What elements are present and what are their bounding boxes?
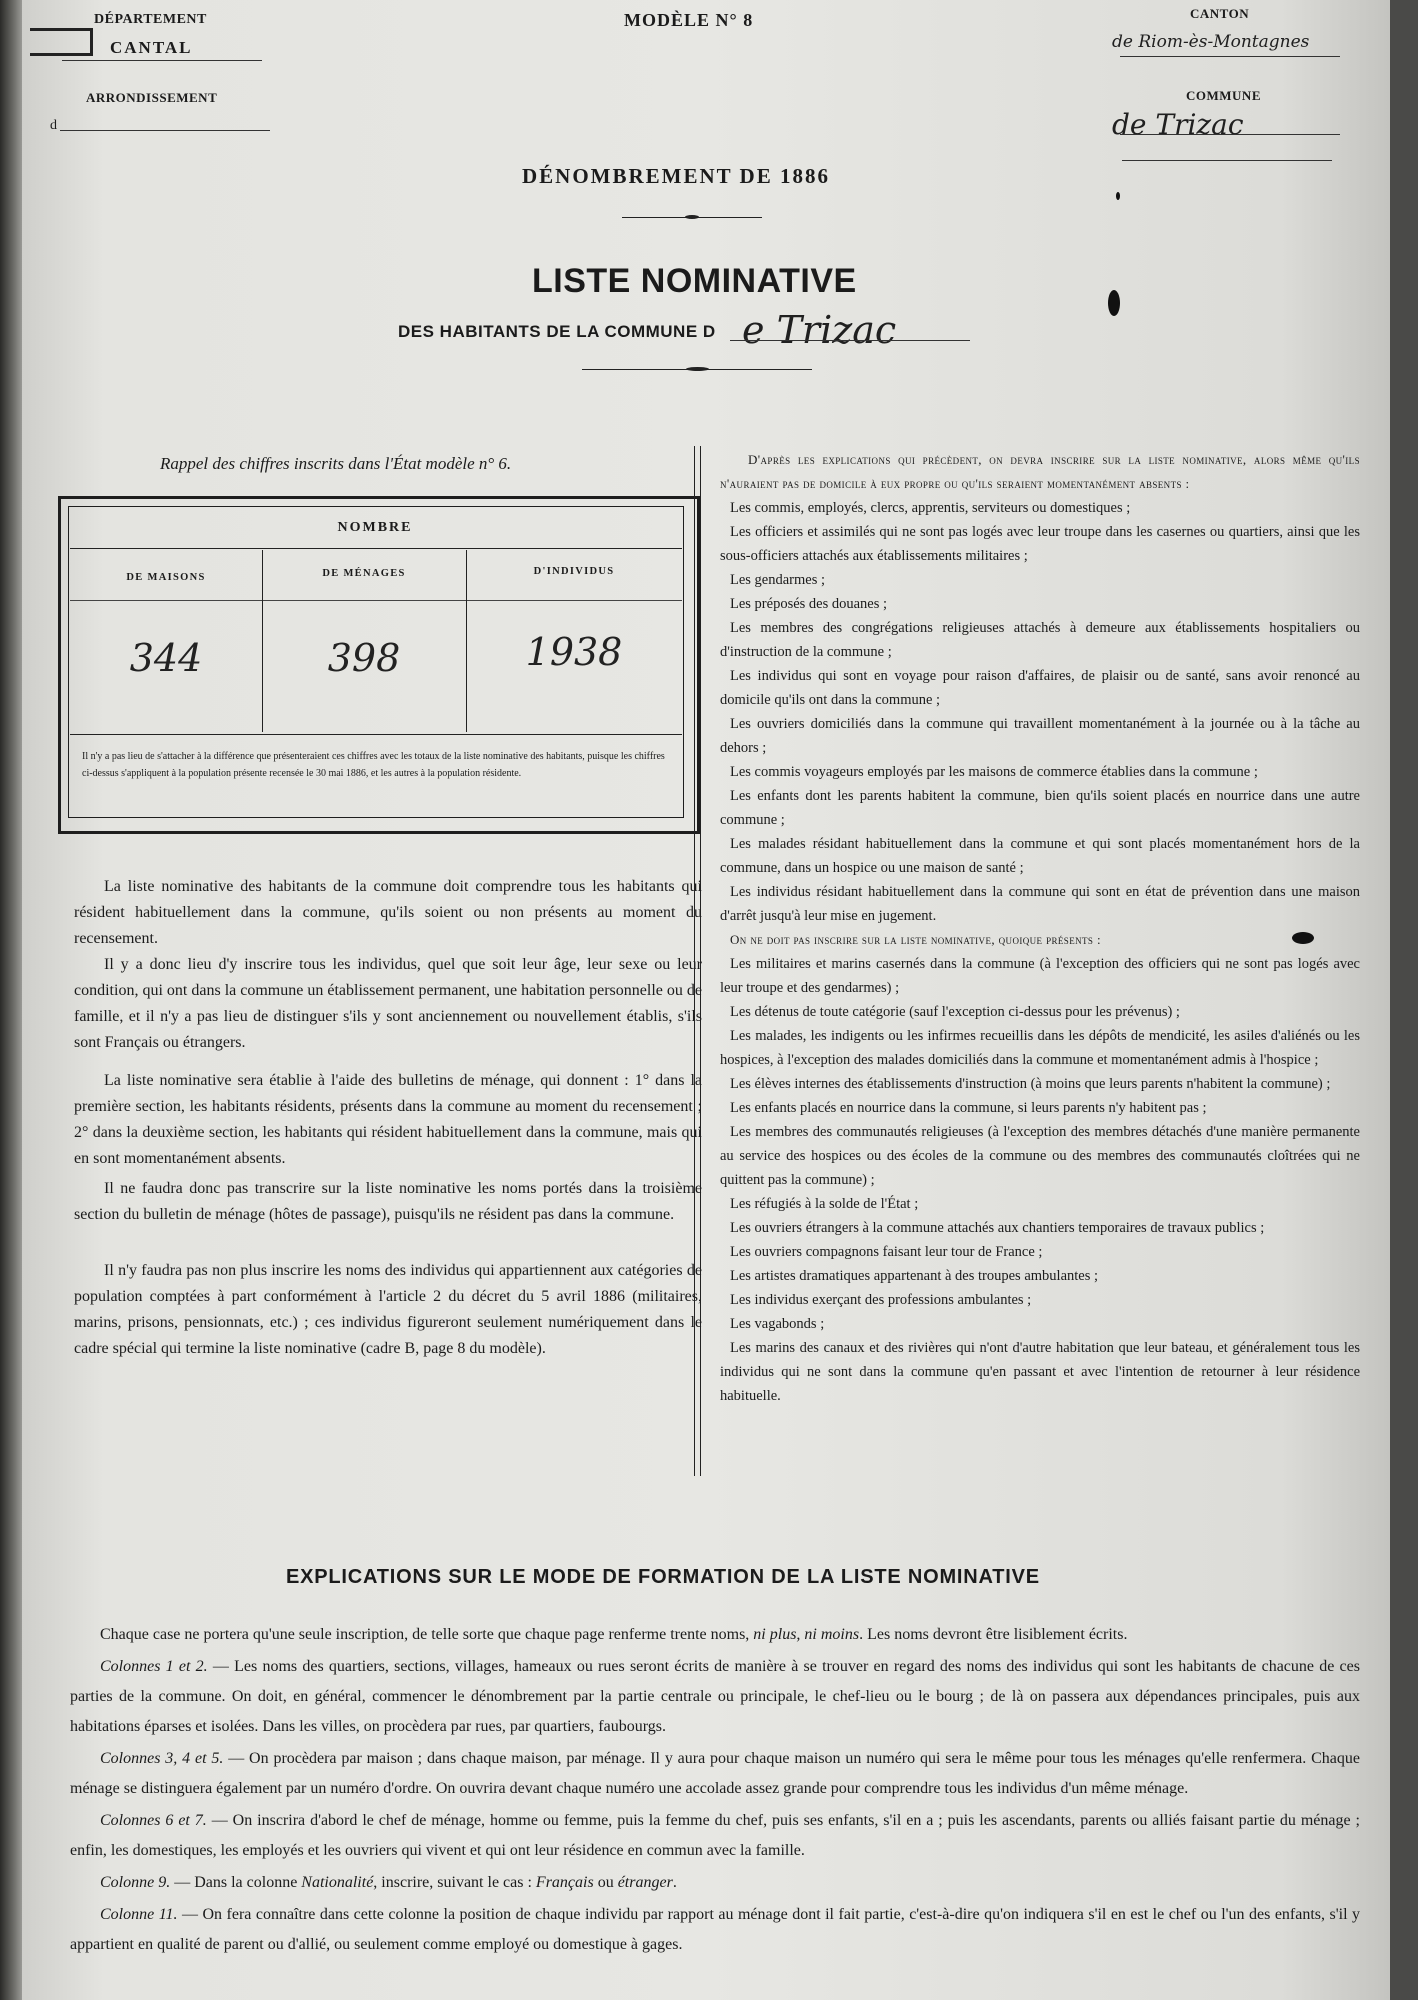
- include-item: Les individus qui sont en voyage pour raison d'affaires, de plaisir ou de santé, sans avoir renoncé au domicile qu'ils ont dans la commune ;: [720, 668, 1360, 708]
- column-divider: [694, 446, 695, 1476]
- exclude-item: Les réfugiés à la solde de l'État ;: [730, 1196, 919, 1212]
- denombrement-title: DÉNOMBREMENT DE 1886: [522, 164, 830, 188]
- departement-value: CANTAL: [110, 38, 193, 57]
- title-ornament: [622, 214, 762, 222]
- exclude-item: Les artistes dramatiques appartenant à des troupes ambulantes ;: [730, 1268, 1099, 1284]
- left-paragraph-4: Il ne faudra donc pas transcrire sur la liste nominative les noms portés dans la troisième section du bulletin de ménage (hôtes de passage), puisqu'ils ne résident pas dans la commune.: [74, 1180, 702, 1223]
- include-item: Les enfants dont les parents habitent la commune, bien qu'ils soient placés en nourrice dans une autre commune ;: [720, 788, 1360, 828]
- col-individus: D'INDIVIDUS: [533, 566, 615, 577]
- exclude-item: Les vagabonds ;: [730, 1316, 825, 1332]
- exclude-item: Les individus exerçant des professions ambulantes ;: [730, 1292, 1032, 1308]
- include-item: Les commis, employés, clercs, apprentis, serviteurs ou domestiques ;: [730, 500, 1131, 516]
- liste-nominative-title: LISTE NOMINATIVE: [532, 262, 857, 300]
- explication-colonnes-6-7: Colonnes 6 et 7. — On inscrira d'abord le chef de ménage, homme ou femme, puis la femme du chef, puis ses enfants, s'il en a ; puis les ascendants, parents ou alliés faisant partie du ménage ; enfin, les domestiques, les employés et les ouvriers qui vivent et qui ont leur résidence en commun avec la famille.: [70, 1812, 1360, 1859]
- value-individus: 1938: [525, 630, 623, 674]
- right-column: [720, 448, 1360, 1408]
- left-paragraph-3: La liste nominative sera établie à l'aide des bulletins de ménage, qui donnent : 1° dans la première section, les habitants résidents, présents dans la commune au moment du recensement ; 2° dans la deuxième section, les habitants qui résident habituellement dans la commune, mais qui en sont momentanément absents.: [74, 1072, 702, 1167]
- habitants-label: DES HABITANTS DE LA COMMUNE D: [398, 322, 716, 341]
- exclude-item: Les malades, les indigents ou les infirmes recueillis dans les dépôts de mendicité, les asiles d'aliénés ou les hospices, à l'exception des malades domiciliés dans la commune et momentanément admis à l'hospice ;: [720, 1028, 1360, 1068]
- exclude-intro: On ne doit pas inscrire sur la liste nominative, quoique présents :: [730, 932, 1101, 947]
- commune-handwritten: e Trizac: [742, 308, 897, 352]
- exclude-item: Les élèves internes des établissements d'instruction (à moins que leurs parents n'habitent la commune) ;: [730, 1076, 1331, 1092]
- commune-value: de Trizac: [1112, 108, 1244, 141]
- include-item: Les membres des congrégations religieuses attachés à demeure aux établissements hospitaliers ou d'instruction de la commune ;: [720, 620, 1360, 660]
- canton-label: CANTON: [1190, 6, 1250, 21]
- exclude-item: Les militaires et marins casernés dans la commune (à l'exception des officiers qui ne sont pas logés avec leur troupe et des gendarmes) ;: [720, 956, 1360, 996]
- include-item: Les commis voyageurs employés par les maisons de commerce établies dans la commune ;: [730, 764, 1258, 780]
- nombre-header: NOMBRE: [337, 520, 413, 535]
- departement-label: DÉPARTEMENT: [94, 12, 207, 27]
- ink-stain: [1108, 290, 1120, 316]
- census-form-page: [22, 0, 1390, 2000]
- exclude-item: Les ouvriers compagnons faisant leur tour de France ;: [730, 1244, 1043, 1260]
- rappel-caption: Rappel des chiffres inscrits dans l'État modèle n° 6.: [160, 454, 512, 473]
- include-item: Les officiers et assimilés qui ne sont pas logés avec leur troupe dans les casernes ou quartiers, ainsi que les sous-officiers attachés aux établissements militaires ;: [720, 524, 1360, 564]
- value-maisons: 344: [129, 636, 203, 680]
- explication-colonnes-1-2: Colonnes 1 et 2. — Les noms des quartiers, sections, villages, hameaux ou rues seront écrits de manière à se trouver en regard des noms des individus qui sont les habitants de chacune de ces parties de la commune. On doit, en général, commencer le dénombrement par la partie centrale ou principale, le chef-lieu ou le bourg ; de là on passera aux dépendances principales, puis aux habitations éparses et isolées. Dans les villes, on procèdera par rues, par quartiers, faubourgs.: [70, 1658, 1360, 1735]
- modele-number: MODÈLE N° 8: [624, 10, 754, 30]
- col-maisons: DE MAISONS: [126, 572, 206, 583]
- arrondissement-prefix: d: [50, 118, 57, 133]
- stamp-frame: [30, 28, 93, 56]
- exclude-item: Les membres des communautés religieuses (à l'exception des membres détachés d'une manière permanente au service des hospices ou des écoles de la commune ou des membres des communautés cloîtrées qui ne quittent pas la commune) ;: [720, 1124, 1360, 1188]
- left-paragraph-1: La liste nominative des habitants de la commune doit comprendre tous les habitants qui résident habituellement dans la commune, qu'ils soient ou non présents au moment du recensement.: [74, 878, 702, 947]
- explications-body: [70, 1620, 1360, 1962]
- exclude-item: Les détenus de toute catégorie (sauf l'exception ci-dessus pour les prévenus) ;: [730, 1004, 1180, 1020]
- include-item: Les ouvriers domiciliés dans la commune qui travaillent momentanément à la journée ou à la tâche au dehors ;: [720, 716, 1360, 756]
- include-item: Les individus résidant habituellement dans la commune qui sont en état de prévention dans une maison d'arrêt jusqu'à leur mise en jugement.: [720, 884, 1360, 924]
- ink-stain: [1292, 932, 1314, 944]
- arrondissement-label: ARRONDISSEMENT: [86, 90, 218, 105]
- canton-value: de Riom-ès-Montagnes: [1112, 32, 1310, 52]
- ink-stain: [1116, 192, 1120, 200]
- exclude-item: Les enfants placés en nourrice dans la commune, si leurs parents n'y habitent pas ;: [730, 1100, 1207, 1116]
- value-menages: 398: [327, 636, 401, 680]
- col-menages: DE MÉNAGES: [322, 568, 406, 579]
- commune-label: COMMUNE: [1186, 88, 1261, 103]
- explication-colonne-11: Colonne 11. — On fera connaître dans cette colonne la position de chaque individu par rapport au ménage dont il fait partie, c'est-à-dire qu'on indiquera s'il en est le chef ou l'un des enfants, s'il y appartient en qualité de parent ou d'allié, ou seulement comme employé ou domestique à gages.: [70, 1906, 1361, 1953]
- exclude-item: Les marins des canaux et des rivières qui n'ont d'autre habitation que leur bateau, et généralement tous les individus qui ne sont dans la commune qu'en passant et avec l'intention de retourner à leur résidence habituelle.: [720, 1340, 1360, 1404]
- include-item: Les gendarmes ;: [730, 572, 826, 588]
- left-paragraph-2: Il y a donc lieu d'y inscrire tous les individus, quel que soit leur âge, leur sexe ou leur condition, qui ont dans la commune un établissement permanent, une habitation personnelle ou de famille, et il n'y a pas lieu de distinguer s'ils y sont anciennement ou nouvellement établis, s'ils sont Français ou étrangers.: [74, 956, 702, 1051]
- subtitle-ornament: [582, 366, 812, 374]
- rappel-note: Il n'y a pas lieu de s'attacher à la différence que présenteraient ces chiffres avec les totaux de la liste nominative des habitants, puisque les chiffres ci-dessus s'appliquent à la population présente recensée le 30 mai 1886, et les autres à la population résidente.: [82, 751, 665, 779]
- include-item: Les préposés des douanes ;: [730, 596, 888, 612]
- book-spine: [0, 0, 22, 2000]
- explication-general: Chaque case ne portera qu'une seule inscription, de telle sorte que chaque page renferme trente noms, ni plus, ni moins. Les noms devront être lisiblement écrits.: [100, 1626, 1128, 1643]
- explications-title: EXPLICATIONS SUR LE MODE DE FORMATION DE LA LISTE NOMINATIVE: [286, 1566, 1040, 1588]
- left-paragraph-5: Il n'y faudra pas non plus inscrire les noms des individus qui appartiennent aux catégories de population comptées à part conformément à l'article 2 du décret du 5 avril 1886 (militaires, marins, prisons, pensionnats, etc.) ; ces individus figureront seulement numériquement dans le cadre spécial qui termine la liste nominative (cadre B, page 8 du modèle).: [74, 1262, 702, 1357]
- explication-colonne-9: Colonne 9. — Dans la colonne Nationalité, inscrire, suivant le cas : Français ou étranger.: [100, 1874, 677, 1891]
- exclude-item: Les ouvriers étrangers à la commune attachés aux chantiers temporaires de travaux publics ;: [730, 1220, 1265, 1236]
- include-intro: D'après les explications qui précèdent, on devra inscrire sur la liste nominative, alors même qu'ils n'auraient pas de domicile à eux propre ou qu'ils seraient momentanément absents :: [720, 452, 1360, 491]
- include-item: Les malades résidant habituellement dans la commune et qui sont placés momentanément hors de la commune, dans un hospice ou une maison de santé ;: [720, 836, 1360, 876]
- explication-colonnes-3-4-5: Colonnes 3, 4 et 5. — On procèdera par maison ; dans chaque maison, par ménage. Il y aura pour chaque maison un numéro qui sera le même pour tous les ménages qu'elle renfermera. Chaque ménage se distinguera également par un numéro d'ordre. On ouvrira devant chaque numéro une accolade assez grande pour comprendre tous les individus d'un même ménage.: [70, 1750, 1360, 1797]
